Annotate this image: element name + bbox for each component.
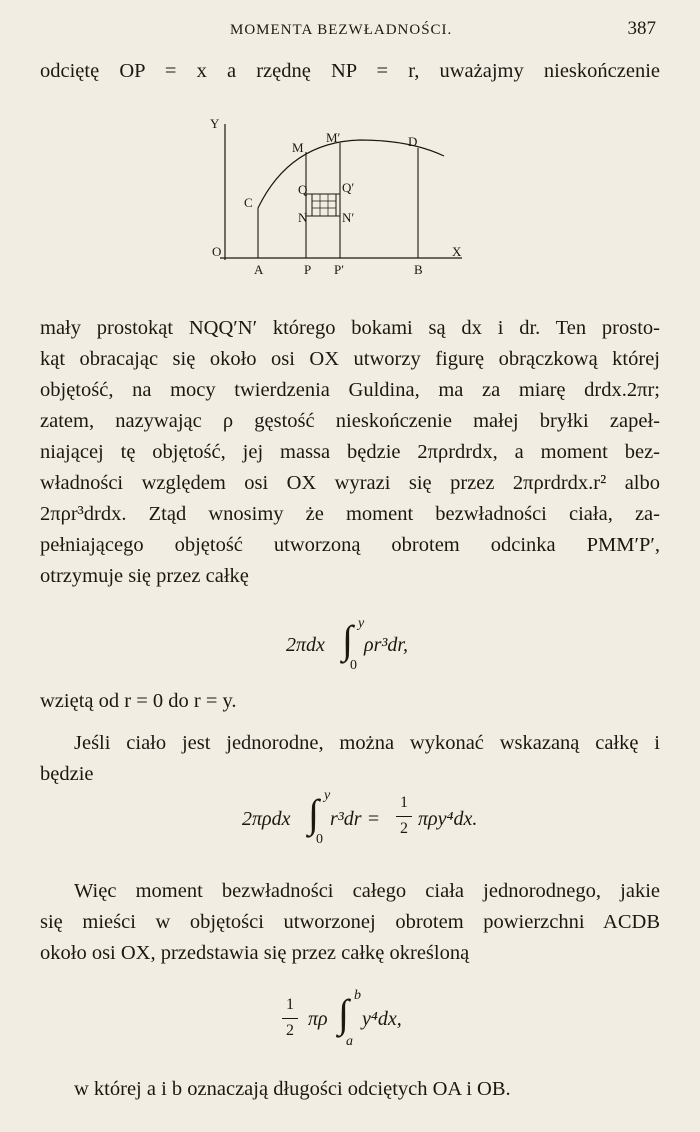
paragraph-3-line: wziętą od r = 0 do r = y.	[40, 690, 237, 712]
label-c: C	[244, 195, 253, 210]
label-y: Y	[210, 116, 220, 131]
formula-2-prefix: 2πρdx	[242, 808, 291, 830]
page-number: 387	[627, 18, 656, 39]
formula-2-suffix: πρy⁴dx.	[418, 808, 478, 830]
page-header	[40, 18, 662, 44]
label-p: P	[304, 262, 312, 277]
fraction-denominator: 2	[286, 1022, 294, 1039]
paragraph-5-line: Więc moment bezwładności całego ciała jednorodnego, jakie	[74, 880, 660, 902]
paragraph-2-line: objętość, na mocy twierdzenia Guldina, ma za miarę drdx.2πr;	[40, 379, 660, 401]
formula-2-upper: y	[324, 788, 331, 803]
integral-sign: ∫	[342, 617, 353, 662]
fraction-bar	[282, 1018, 298, 1019]
fraction-numerator: 1	[400, 794, 408, 811]
paragraph-2	[40, 313, 660, 592]
integral-sign: ∫	[308, 791, 319, 836]
label-pprime: P′	[334, 262, 345, 277]
formula-1-upper: y	[358, 616, 365, 631]
label-a: A	[254, 262, 264, 277]
paragraph-5-line: około osi OX, przedstawia się przez całkę określoną	[40, 942, 470, 964]
label-n: N	[298, 210, 308, 225]
label-b: B	[414, 262, 423, 277]
geometry-figure	[200, 112, 480, 292]
paragraph-5-line: się mieści w objętości utworzonej obrotem powierzchni ACDB	[40, 911, 660, 933]
paragraph-2-line: mały prostokąt NQQ′N′ którego bokami są dx i dr. Ten prosto-	[40, 317, 660, 339]
paragraph-2-line: pełniającego objętość utworzoną obrotem odcinka PMM′P′,	[40, 534, 660, 556]
formula-3-coef: πρ	[308, 1008, 328, 1030]
rect-nqqn	[312, 194, 336, 216]
paragraph-4	[40, 728, 660, 790]
paragraph-6-line: w której a i b oznaczają długości odciętych OA i OB.	[74, 1078, 511, 1100]
paragraph-2-line: 2πρr³drdx. Ztąd wnosimy że moment bezwładności ciała, za-	[40, 503, 660, 525]
paragraph-6	[40, 1074, 660, 1105]
paragraph-2-line: władności względem osi OX wyrazi się przez 2πρrdrdx.r² albo	[40, 472, 660, 494]
formula-2-lower: 0	[316, 832, 323, 847]
fraction-numerator: 1	[286, 996, 294, 1013]
running-head: MOMENTA BEZWŁADNOŚCI.	[230, 22, 453, 38]
label-m: M	[292, 140, 304, 155]
paragraph-2-line: otrzymuje się przez całkę	[40, 565, 249, 587]
paragraph-2-line: zatem, nazywając ρ gęstość nieskończenie małej bryłki zapeł-	[40, 410, 660, 432]
label-o: O	[212, 244, 222, 259]
formula-3-integrand: y⁴dx,	[362, 1008, 402, 1030]
formula-3-upper: b	[354, 988, 361, 1003]
formula-1-prefix: 2πdx	[286, 634, 325, 656]
curve-cd	[258, 140, 444, 208]
label-q: Q	[298, 182, 308, 197]
paragraph-4-line: Jeśli ciało jest jednorodne, można wykonać wskazaną całkę i	[74, 732, 660, 754]
paragraph-1-line: odciętę OP = x a rzędnę NP = r, uważajmy nieskończenie	[40, 60, 660, 82]
label-nprime: N′	[342, 210, 355, 225]
label-d: D	[408, 134, 418, 149]
paragraph-2-line: kąt obracając się około osi OX utworzy figurę obrączkową której	[40, 348, 660, 370]
label-x: X	[452, 244, 462, 259]
label-qprime: Q′	[342, 180, 355, 195]
paragraph-2-line: niającej tę objętość, jej massa będzie 2πρrdrdx, a moment bez-	[40, 441, 660, 463]
formula-2-integrand: r³dr =	[330, 808, 381, 830]
formula-1-integrand: ρr³dr,	[364, 634, 408, 656]
label-mprime: M′	[326, 130, 341, 145]
paragraph-5	[40, 876, 660, 969]
integral-sign: ∫	[338, 991, 349, 1036]
formula-3-lower: a	[346, 1034, 353, 1049]
fraction-bar	[396, 816, 412, 817]
fraction-denominator: 2	[400, 820, 408, 837]
paragraph-4-line: będzie	[40, 763, 94, 785]
formula-1-lower: 0	[350, 658, 357, 673]
paragraph-3	[40, 686, 660, 717]
paragraph-1	[40, 56, 660, 87]
